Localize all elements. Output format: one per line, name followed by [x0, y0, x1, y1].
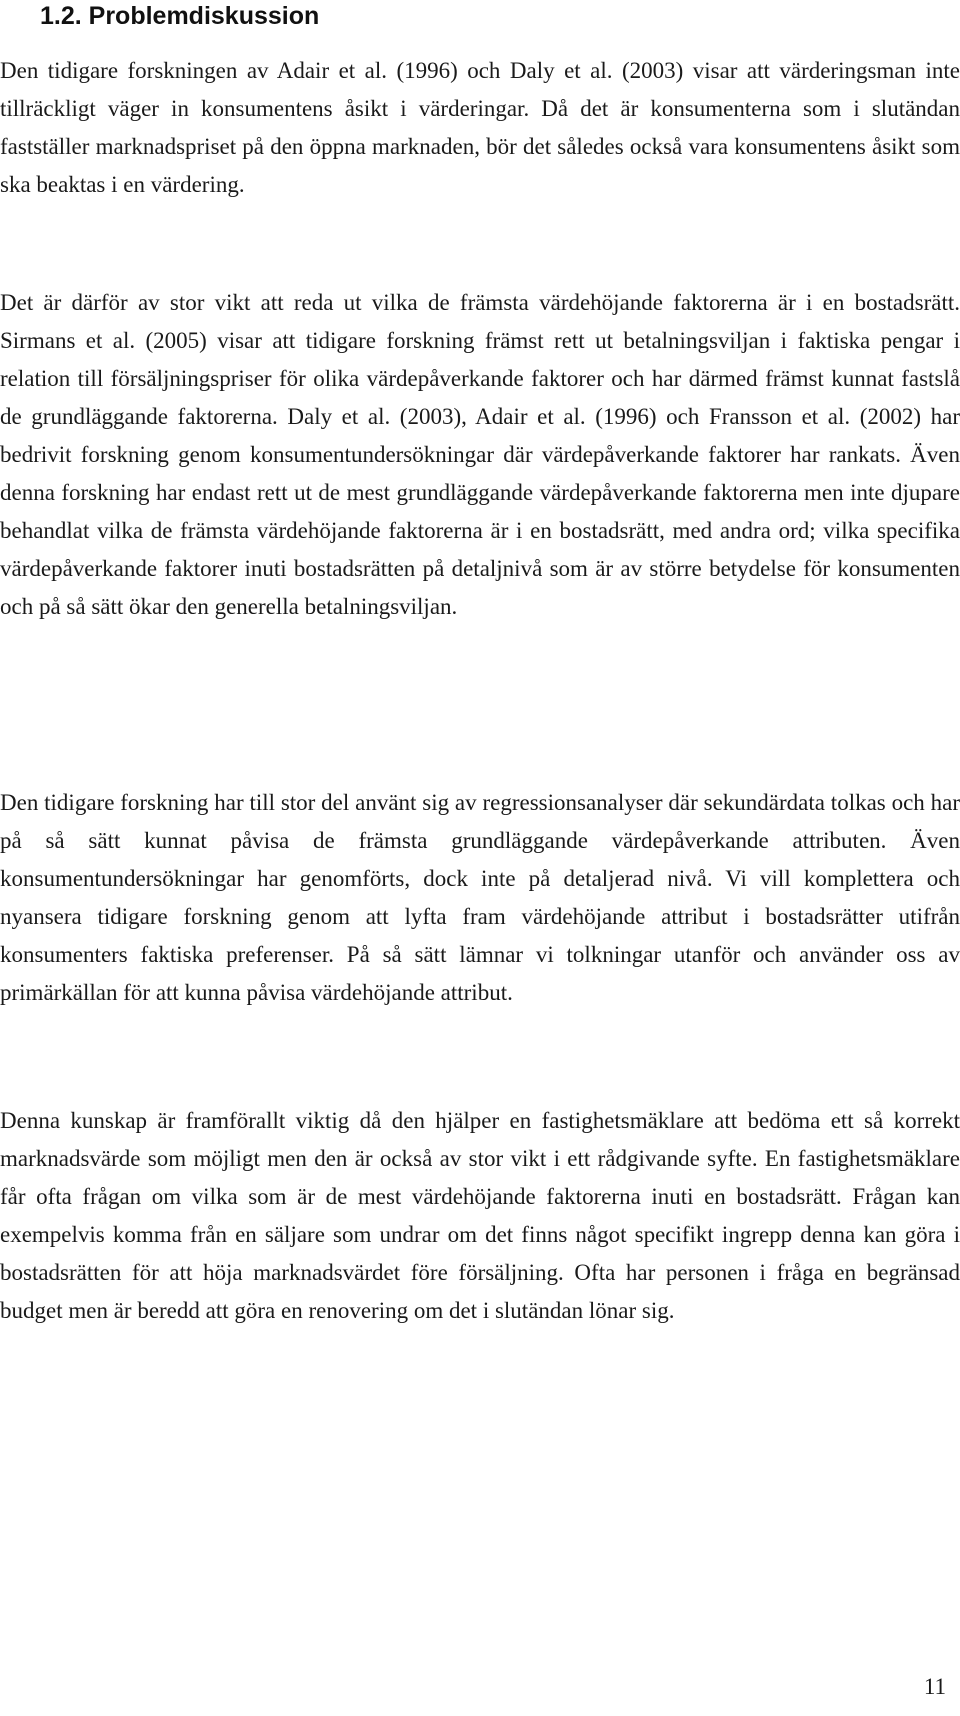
paragraph-2: Det är därför av stor vikt att reda ut vilka de främsta värdehöjande faktorerna är i en bostadsrätt. Sirmans et al. (2005) visar att tidigare forskning främst rett ut betalningsviljan i faktiska pengar i relation till försäljningspriser för olika värdepåverkande faktorer och har därmed främst kunnat fastslå de grundläggande faktorerna. Daly et al. (2003), Adair et al. (1996) och Fransson et al. (2002) har bedrivit forskning genom konsumentundersökningar där värdepåverkande faktorer har rankats. Även denna forskning har endast rett ut de mest grundläggande värdepåverkande faktorerna men inte djupare behandlat vilka de främsta värdehöjande faktorerna är i en bostadsrätt, med andra ord; vilka specifika värdepåverkande faktorer inuti bostadsrätten på detaljnivå som är av större betydelse för konsumenten och på så sätt ökar den generella betalningsviljan.	[0, 290, 960, 619]
page-number: 11	[923, 1674, 946, 1699]
paragraph-3: Den tidigare forskning har till stor del använt sig av regressionsanalyser där sekundärdata tolkas och har på så sätt kunnat påvisa de främsta grundläggande värdepåverkande attributen. Även konsumentundersökningar har genomförts, dock inte på detaljerad nivå. Vi vill komplettera och nyansera tidigare forskning genom att lyfta fram värdehöjande attribut i bostadsrätter utifrån konsumenters faktiska preferenser. På så sätt lämnar vi tolkningar utanför och använder oss av primärkällan för att kunna påvisa värdehöjande attribut.	[0, 790, 960, 1005]
paragraph-4: Denna kunskap är framförallt viktig då den hjälper en fastighetsmäklare att bedöma ett så korrekt marknadsvärde som möjligt men den är också av stor vikt i ett rådgivande syfte. En fastighetsmäklare får ofta frågan om vilka som är de mest värdehöjande faktorerna inuti en bostadsrätt. Frågan kan exempelvis komma från en säljare som undrar om det finns något specifikt ingrepp denna kan göra i bostadsrätten för att höja marknadsvärdet före försäljning. Ofta har personen i fråga en begränsad budget men är beredd att göra en renovering om det i slutändan lönar sig.	[0, 1108, 960, 1323]
section-heading: 1.2. Problemdiskussion	[40, 2, 320, 30]
paragraph-1: Den tidigare forskningen av Adair et al. (1996) och Daly et al. (2003) visar att värderingsman inte tillräckligt väger in konsumentens åsikt i värderingar. Då det är konsumenterna som i slutändan fastställer marknadspriset på den öppna marknaden, bör det således också vara konsumentens åsikt som ska beaktas i en värdering.	[0, 58, 960, 197]
